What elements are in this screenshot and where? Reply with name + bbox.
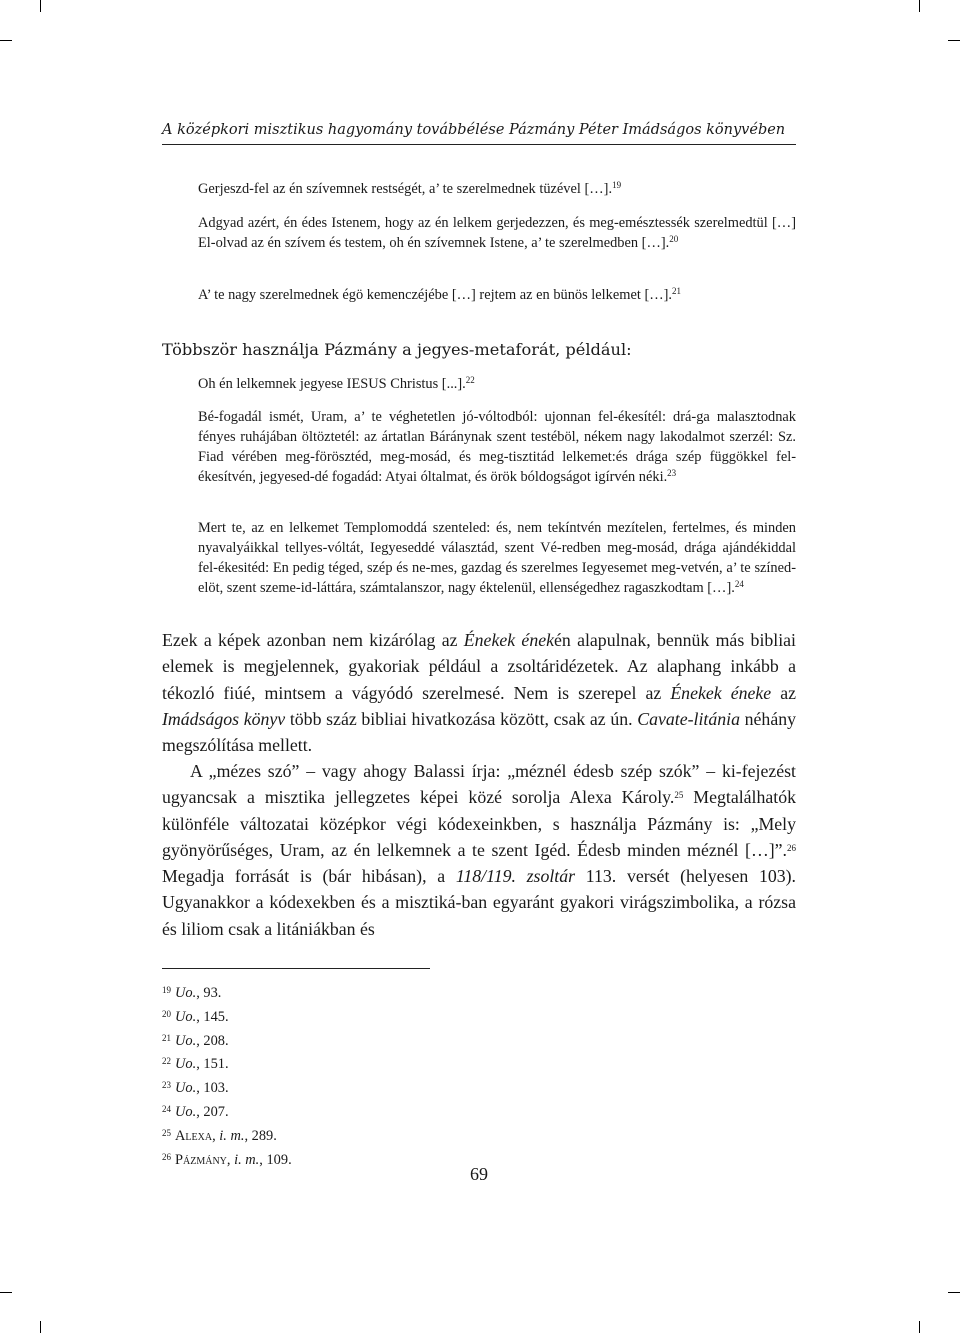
footnote-page: , 208.	[196, 1032, 229, 1049]
footnote-ref-text: i. m.	[219, 1127, 245, 1144]
footnote-23	[162, 1075, 562, 1099]
footnote-22	[162, 1051, 562, 1075]
crop-mark-bottom-left-v	[40, 1321, 41, 1333]
footnote-ref: 24	[734, 579, 744, 589]
quote-20	[198, 213, 796, 253]
footnote-ref: 25	[674, 790, 684, 801]
italic-run: Imádságos könyv	[162, 708, 286, 729]
footnote-number: 20	[162, 1008, 171, 1019]
footnote-rule	[162, 968, 430, 969]
footnote-author: Alexa	[175, 1127, 213, 1144]
body-paragraph-1	[162, 627, 796, 758]
page-number: 69	[470, 1164, 488, 1184]
text-run: Megtalálhatók különféle változatai középkor végi kódexeinkben, s használja Pázmány is: „Mely gyönyörűséges, Uram, az én lelkemnek a te szent Igéd. Édesb minden méznél […]”.	[162, 787, 797, 860]
crop-mark-top-right	[948, 40, 960, 41]
footnote-ref-text: Uo.	[175, 1032, 197, 1049]
quote-21	[198, 285, 796, 305]
footnote-26: $^{26}$ Pázmány, i. m., 109.	[162, 1151, 292, 1168]
italic-run: 118/119. zsoltár	[455, 866, 576, 887]
footnote-ref-text: Uo.	[175, 1103, 197, 1120]
text-run: én alapulnak, bennük más bibliai elemek is megjelennek, gyakoriak például a zsoltáridézetek. Az alaphang inkább a tékozló fiúé, mintsem a vágyódó szerelmesé. Nem is szerepel az	[162, 630, 796, 703]
text-run: az	[771, 682, 797, 703]
quote-22	[198, 374, 796, 394]
footnote-page: , 109.	[259, 1151, 292, 1168]
quote-text: Mert te, az en lelkemet Templomoddá szenteled: és, nem tekíntvén mezítelen, fertelmes, és minden nyavalyáikkal tellyes-vóltát, Iegyeseddé választád, szent Vé-redben meg-mosád, drága ajándékiddal fel-ékesitéd: En pedig téged, szép és ne-mes, gazdag és szerelmes Iegyesemet meg-vetvén, a’ te színed-elöt, szent szeme-id-láttára, számtalanszor, nagy éktelenül, ellenségedhez ragaszkodtam […].	[198, 520, 796, 596]
crop-mark-bottom-right-v	[919, 1321, 920, 1333]
text-run: több száz bibliai hivatkozása között, csak az ún.	[285, 708, 638, 729]
running-header-italic: A középkori misztikus hagyomány továbbélése Pázmány Péter	[162, 122, 618, 138]
footnote-ref: 21	[672, 286, 682, 296]
footnote-number: 24	[162, 1103, 171, 1114]
footnote-page: , 151.	[196, 1056, 229, 1073]
body-paragraph-2	[162, 758, 796, 942]
text-run: Megadja forrását is (bár hibásan), a	[162, 866, 456, 887]
crop-mark-top-left-v	[40, 0, 41, 12]
footnote-page: , 145.	[196, 1008, 229, 1025]
quote-text: Gerjeszd-fel az én szívemnek restségét, a’ te szerelmednek tüzével […].	[198, 181, 613, 197]
footnote-ref: 19	[612, 180, 622, 190]
footnote-ref-text: Uo.	[175, 1056, 197, 1073]
footnote-24	[162, 1099, 562, 1123]
quote-text: Oh én lelkemnek jegyese IESUS Christus [...].	[198, 376, 466, 392]
crop-mark-top-left	[0, 40, 12, 41]
quote-text: Adgyad azért, én édes Istenem, hogy az én lelkem gerjedezzen, és meg-emésztessék szerelmedtül […] El-olvad az én szívem és testem, oh én szívemnek Istene, a’ te szerelmedben […].	[198, 215, 796, 251]
footnote-number: 26	[162, 1151, 171, 1162]
text-run: Ezek a képek azonban nem kizárólag az	[162, 630, 464, 650]
footnote-number: 21	[162, 1032, 171, 1043]
footnote-ref-text: Uo.	[175, 985, 197, 1001]
header-rule	[162, 144, 796, 145]
footnote-page: , 103.	[196, 1080, 229, 1097]
quote-24	[198, 518, 796, 598]
italic-run: Énekek ének	[463, 630, 554, 650]
italic-run: Cavate-litánia	[637, 708, 740, 729]
text-run: 113. versét (helyesen 103). Ugyanakkor a kódexekben és a misztiká-ban egyaránt gyakori virágszimbolika, a rózsa és liliom csak a litániákban és	[162, 866, 796, 939]
footnote-number: 19	[162, 985, 171, 995]
quote-23	[198, 407, 796, 487]
running-header	[162, 121, 796, 140]
footnote-20	[162, 1004, 562, 1028]
footnote-page: , 93.	[196, 985, 222, 1001]
footnote-ref: 23	[667, 468, 677, 478]
footnote-author: Pázmány	[175, 1151, 227, 1168]
footnote-19	[162, 980, 562, 1004]
footnote-number: 22	[162, 1056, 171, 1067]
crop-mark-top-right-v	[919, 0, 920, 12]
footnotes	[162, 980, 562, 1170]
text-run: néhány megszólítása mellett.	[162, 708, 796, 756]
footnote-page: , 207.	[196, 1103, 229, 1120]
crop-mark-bottom-right	[948, 1292, 960, 1293]
quote-text: Bé-fogadál ismét, Uram, a’ te véghetetlen jó-vóltodból: ujonnan fel-ékesítél: drá-ga malasztodnak fényes ruhájában öltöztetél: az ártatlan Báránynak szent testéböl, nékem nagy lakodalmot szerzél: Sz. Fiad vérében meg-förösztéd, meg-mosád, és meg-tisztitád lelkemet:és drága szép függökkel fel-ékesítvén, jegyesed-dé fogadád: Atyai óltalmat, és örök bóldogságot igírvén néki.	[198, 409, 796, 485]
footnote-page: , 289.	[244, 1127, 277, 1144]
footnote-number: 23	[162, 1080, 171, 1091]
footnote-ref-text: Uo.	[175, 1080, 197, 1097]
footnote-25: $^{25}$ Alexa, i. m., 289.	[162, 1127, 277, 1144]
footnote-ref: 22	[465, 375, 475, 385]
lead-sentence: Többször használja Pázmány a jegyes-metaforát, például:	[162, 340, 632, 359]
quote-19	[198, 179, 796, 199]
footnote-ref: 20	[669, 234, 679, 244]
running-header-italic-2: Imádságos könyvében	[617, 122, 786, 138]
text-run: A „mézes szó” – vagy ahogy Balassi írja: „méznél édesb szép szók” – ki-fejezést ugyancsak a misztika jellegzetes képei közé sorolja Alexa Károly.	[162, 761, 796, 808]
footnote-ref-text: Uo.	[175, 1008, 197, 1025]
footnote-21	[162, 1028, 562, 1052]
italic-run: Énekek éneke	[670, 682, 772, 703]
footnote-ref: 26	[787, 842, 796, 853]
crop-mark-bottom-left	[0, 1292, 12, 1293]
footnote-number: 25	[162, 1127, 171, 1138]
quote-text: A’ te nagy szerelmednek égö kemenczéjébe […] rejtem az en bünös lelkemet […].	[198, 287, 673, 303]
footnote-ref-text: i. m.	[234, 1151, 260, 1168]
